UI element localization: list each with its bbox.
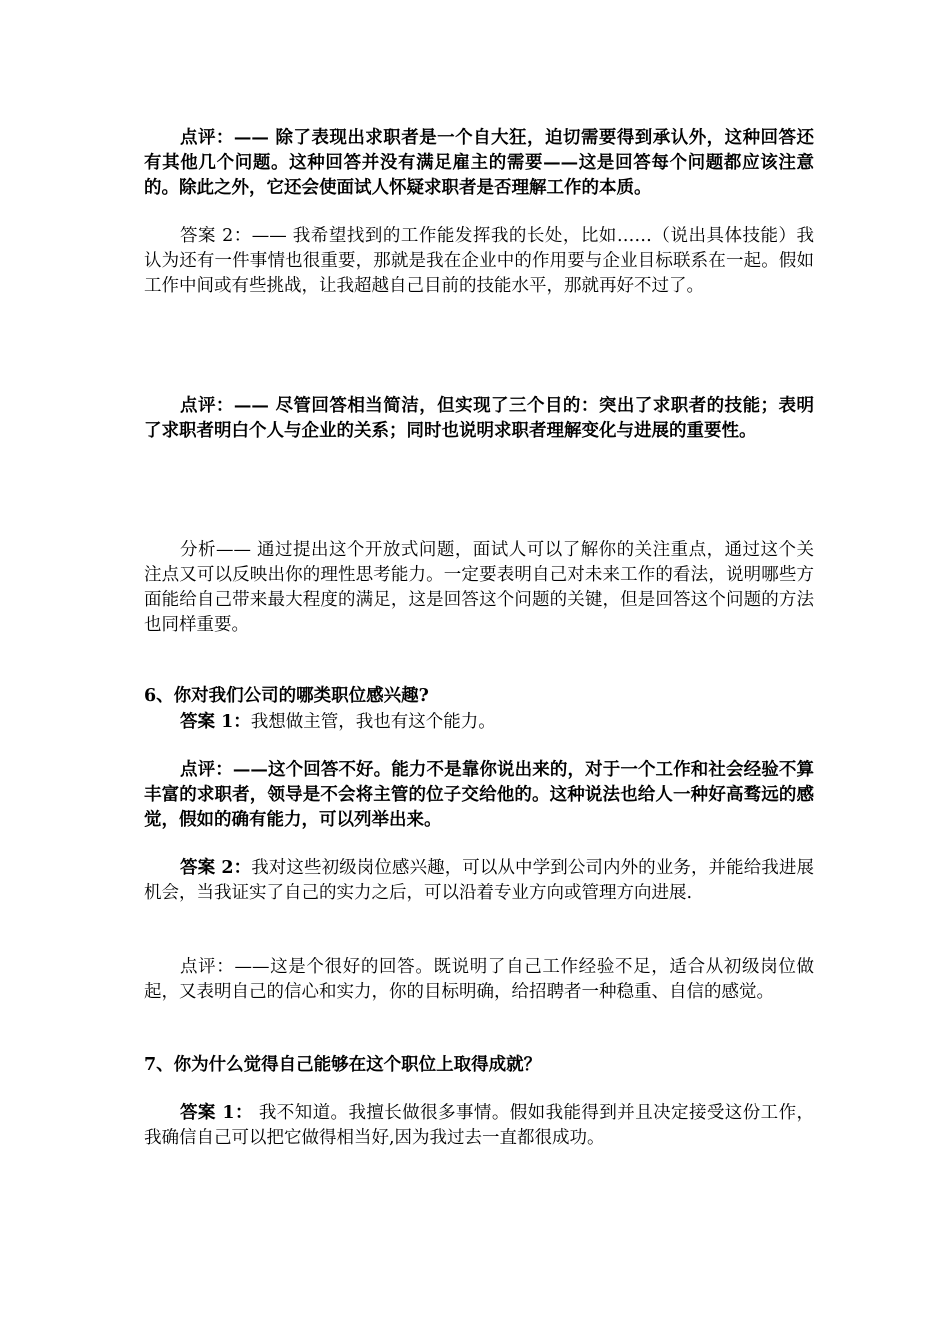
question-6-comment-2: 点评：——这是个很好的回答。既说明了自己工作经验不足，适合从初级岗位做起，又表明自己的信心和实力，你的目标明确，给招聘者一种稳重、自信的感觉。 [144, 957, 814, 1002]
question-6-answer-2 [144, 856, 814, 906]
answer-1-label: 答案 1： [180, 712, 251, 732]
answer-2-paragraph: 答案 2：—— 我希望找到的工作能发挥我的长处，比如……（说出具体技能）我认为还有一件事情也很重要，那就是我在企业中的作用要与企业目标联系在一起。假如工作中间或有些挑战，让我超越自己目前的技能水平，那就再好不过了。 [144, 226, 814, 296]
q7-answer-1-text: 我不知道。我擅长做很多事情。假如我能得到并且决定接受这份工作，我确信自己可以把它做得相当好,因为我过去一直都很成功。 [144, 1103, 814, 1148]
question-6-comment-1: 点评：——这个回答不好。能力不是靠你说出来的，对于一个工作和社会经验不算丰富的求职者，领导是不会将主管的位子交给他的。这种说法也给人一种好高骛远的感觉，假如的确有能力，可以列举出来。 [144, 760, 814, 830]
question-6-heading: 6、你对我们公司的哪类职位感兴趣? [144, 686, 429, 706]
q7-answer-1-label: 答案 1： [180, 1103, 253, 1123]
answer-2-label: 答案 2： [180, 858, 252, 878]
answer-1-text: 我想做主管，我也有这个能力。 [250, 712, 496, 732]
answer-2-text: 我对这些初级岗位感兴趣，可以从中学到公司内外的业务，并能给我进展机会，当我证实了自己的实力之后，可以沿着专业方向或管理方向进展. [144, 858, 814, 903]
question-7-answer-1 [144, 1101, 814, 1151]
question-6-answer-1 [144, 710, 814, 735]
analysis-paragraph: 分析—— 通过提出这个开放式问题，面试人可以了解你的关注重点，通过这个关注点又可以反映出你的理性思考能力。一定要表明自己对未来工作的看法，说明哪些方面能给自己带来最大程度的满足，这是回答这个问题的关键，但是回答这个问题的方法也同样重要。 [144, 540, 814, 635]
comment-paragraph-1: 点评：—— 除了表现出求职者是一个自大狂，迫切需要得到承认外，这种回答还有其他几个问题。这种回答并没有满足雇主的需要——这是回答每个问题都应该注意的。除此之外，它还会使面试人怀疑求职者是否理解工作的本质。 [144, 128, 814, 198]
question-7-heading: 7、你为什么觉得自己能够在这个职位上取得成就？ [144, 1055, 542, 1075]
comment-paragraph-2: 点评：—— 尽管回答相当简洁，但实现了三个目的：突出了求职者的技能；表明了求职者明白个人与企业的关系；同时也说明求职者理解变化与进展的重要性。 [144, 396, 814, 441]
